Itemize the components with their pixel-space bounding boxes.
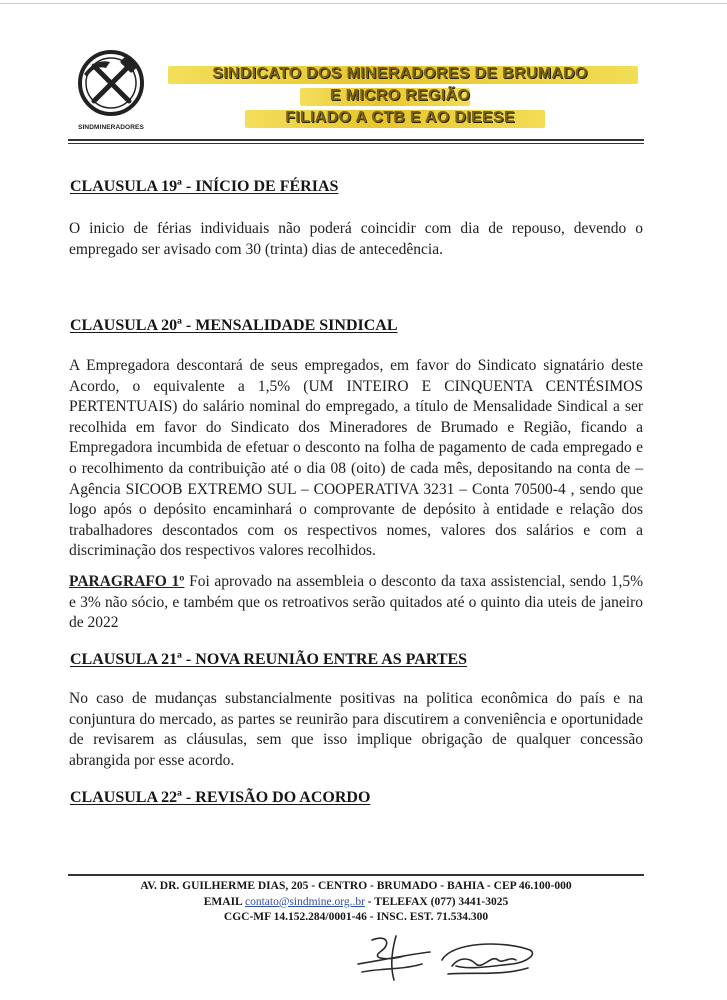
paragraph-1 — [69, 572, 643, 634]
footer-address: AV. DR. GUILHERME DIAS, 205 - CENTRO - BRUMADO - BAHIA - CEP 46.100-000 — [140, 880, 572, 892]
clause-20-text: A Empregadora descontará de seus empregados, em favor do Sindicato signatário deste Acordo, o equivalente a 1,5% (UM INTEIRO E CINQUENTA CENTÉSIMOS PERTENTUAIS) do salário nominal do empregado, a título de Mensalidade Sindical a ser recolhida em favor do Sindicato dos Mineradores de Brumado e Região, ficando a Empregadora incumbida de efetuar o desconto na folha de pagamento de cada empregado e o recolhimento da contribuição até o dia 08 (oito) de cada mês, depositando na conta de – Agência SICOOB EXTREMO SUL – COOPERATIVA 3231 – Conta 70500-4 , sendo que logo após o depósito encaminhará o comprovante de depósito à entidade e relação dos trabalhadores descontados com os respectivos nomes, valores dos salários e com a discriminação dos respectivos valores recolhidos. — [69, 357, 643, 560]
logo-caption: SINDMINERADORES — [78, 124, 144, 131]
union-logo — [72, 50, 150, 136]
paragraph-1-text: Foi aprovado na assembleia o desconto da taxa assistencial, sendo 1,5% e 3% não sócio, e também que os retroativos serão quitados até o quinto dia uteis de janeiro de 2022 — [69, 573, 643, 632]
clause-20-title: CLAUSULA 20ª - MENSALIDADE SINDICAL — [70, 317, 398, 334]
org-name-line-1: SINDICATO DOS MINERADORES DE BRUMADO — [212, 65, 588, 82]
clause-19-text: O inicio de férias individuais não poderá coincidir com dia de repouso, devendo o empregado ser avisado com 30 (trinta) dias de antecedência. — [69, 220, 643, 258]
org-affiliation-line: FILIADO A CTB E AO DIEESE — [285, 109, 515, 126]
footer-phone: - TELEFAX (077) 3441-3025 — [367, 895, 509, 908]
clause-22-title: CLAUSULA 22ª - REVISÃO DO ACORDO — [70, 789, 371, 806]
header-rule — [68, 139, 644, 141]
clause-19-title: CLAUSULA 19ª - INÍCIO DE FÉRIAS — [70, 178, 339, 195]
paragraph-1-label: PARAGRAFO 1º — [69, 573, 185, 590]
scan-edge-line — [0, 3, 727, 4]
clause-21-title: CLAUSULA 21ª - NOVA REUNIÃO ENTRE AS PARTES — [70, 651, 468, 668]
footer-rule — [68, 874, 644, 876]
org-name-line-2: E MICRO REGIÃO — [329, 87, 471, 104]
footer-contact — [68, 895, 644, 911]
pickaxe-hammer-logo-icon — [72, 50, 150, 122]
header-rule-thin — [68, 143, 644, 144]
clause-21-text: No caso de mudanças substancialmente positivas na politica econômica do país e na conjuntura do mercado, as partes se reunirão para discutirem a conveniência e oportunidade de revisarem as cláusulas, sem que isso implique obrigação de qualquer concessão abrangida por esse acordo. — [69, 690, 643, 769]
footer-email-link[interactable]: contato@sindmine.org..br — [244, 895, 365, 908]
letterhead-banner — [150, 60, 650, 132]
footer-block — [68, 879, 644, 926]
handwritten-signatures — [352, 930, 542, 986]
footer-registry: CGC-MF 14.152.284/0001-46 - INSC. EST. 71.534.300 — [223, 911, 489, 923]
footer-email-label: EMAIL — [203, 895, 243, 908]
signature-scribbles — [352, 930, 542, 986]
